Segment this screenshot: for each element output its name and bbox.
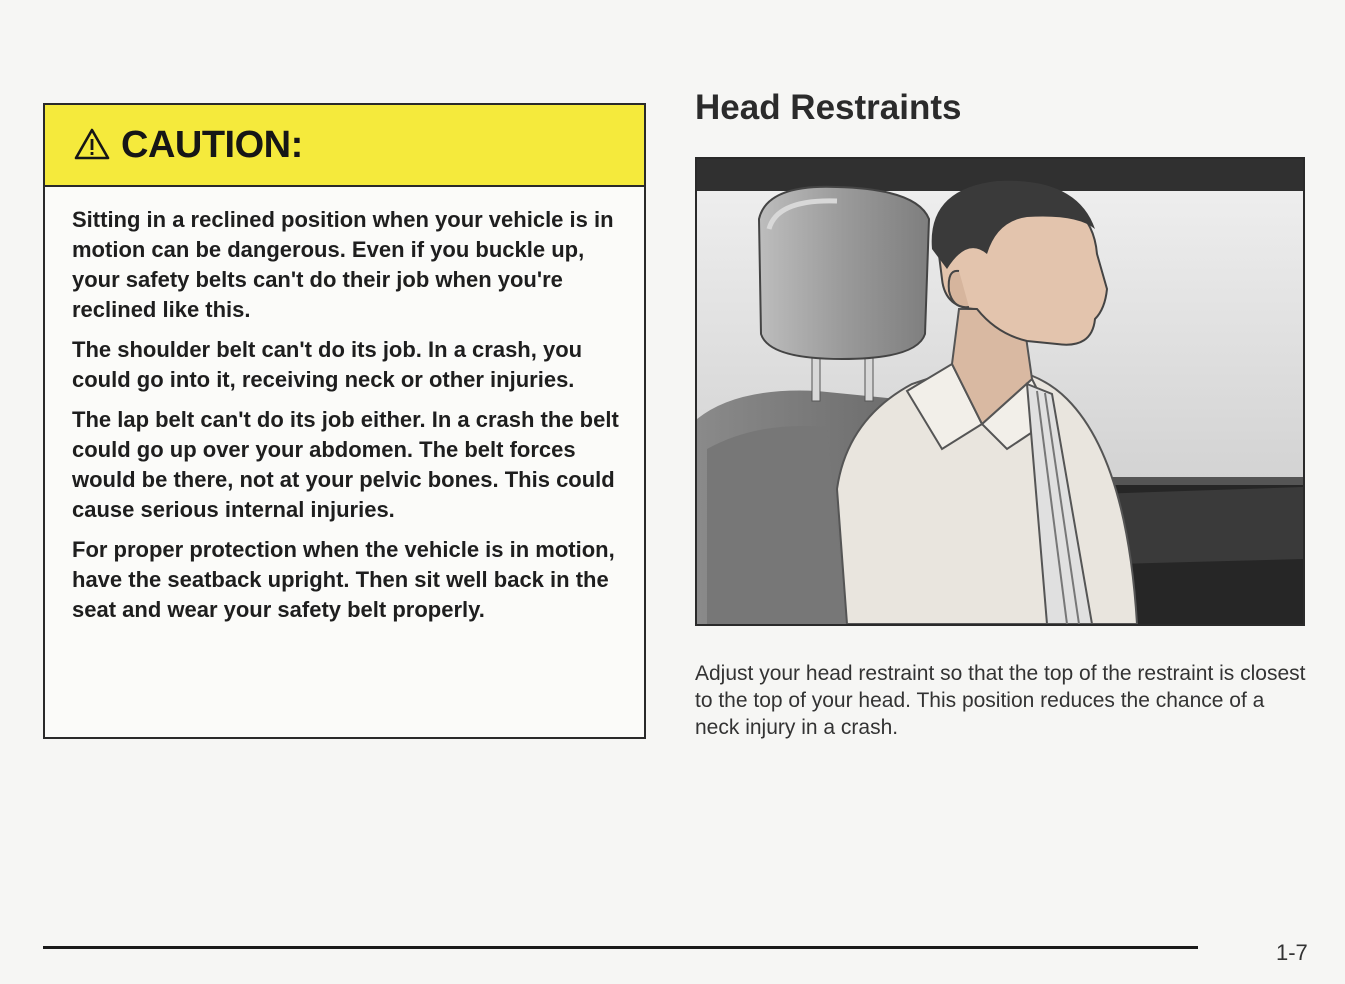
warning-triangle-icon xyxy=(73,127,111,161)
caution-header xyxy=(45,105,644,187)
caution-paragraph: Sitting in a reclined position when your vehicle is in motion can be dangerous. Even if you buckle up, your safety belts can't do their job when you're reclined like this. xyxy=(72,207,614,322)
caution-box xyxy=(43,103,646,739)
section-title: Head Restraints xyxy=(695,88,962,127)
seated-driver-illustration xyxy=(697,159,1303,624)
page-number: 1-7 xyxy=(1276,940,1308,965)
section-body: Adjust your head restraint so that the top of the restraint is closest to the top of your head. This position reduces the chance of a neck injury in a crash. xyxy=(695,662,1306,739)
head-restraint-illustration xyxy=(695,157,1305,626)
caution-title: CAUTION: xyxy=(121,123,303,166)
caution-body xyxy=(45,187,644,625)
caution-paragraph: For proper protection when the vehicle is in motion, have the seatback upright. Then sit well back in the seat and wear your safety belt properly. xyxy=(72,537,615,622)
footer-rule xyxy=(43,946,1198,949)
caution-paragraph: The lap belt can't do its job either. In a crash the belt could go up over your abdomen. The belt forces would be there, not at your pelvic bones. This could cause serious internal injuries. xyxy=(72,407,619,522)
caution-paragraph: The shoulder belt can't do its job. In a crash, you could go into it, receiving neck or other injuries. xyxy=(72,337,583,392)
